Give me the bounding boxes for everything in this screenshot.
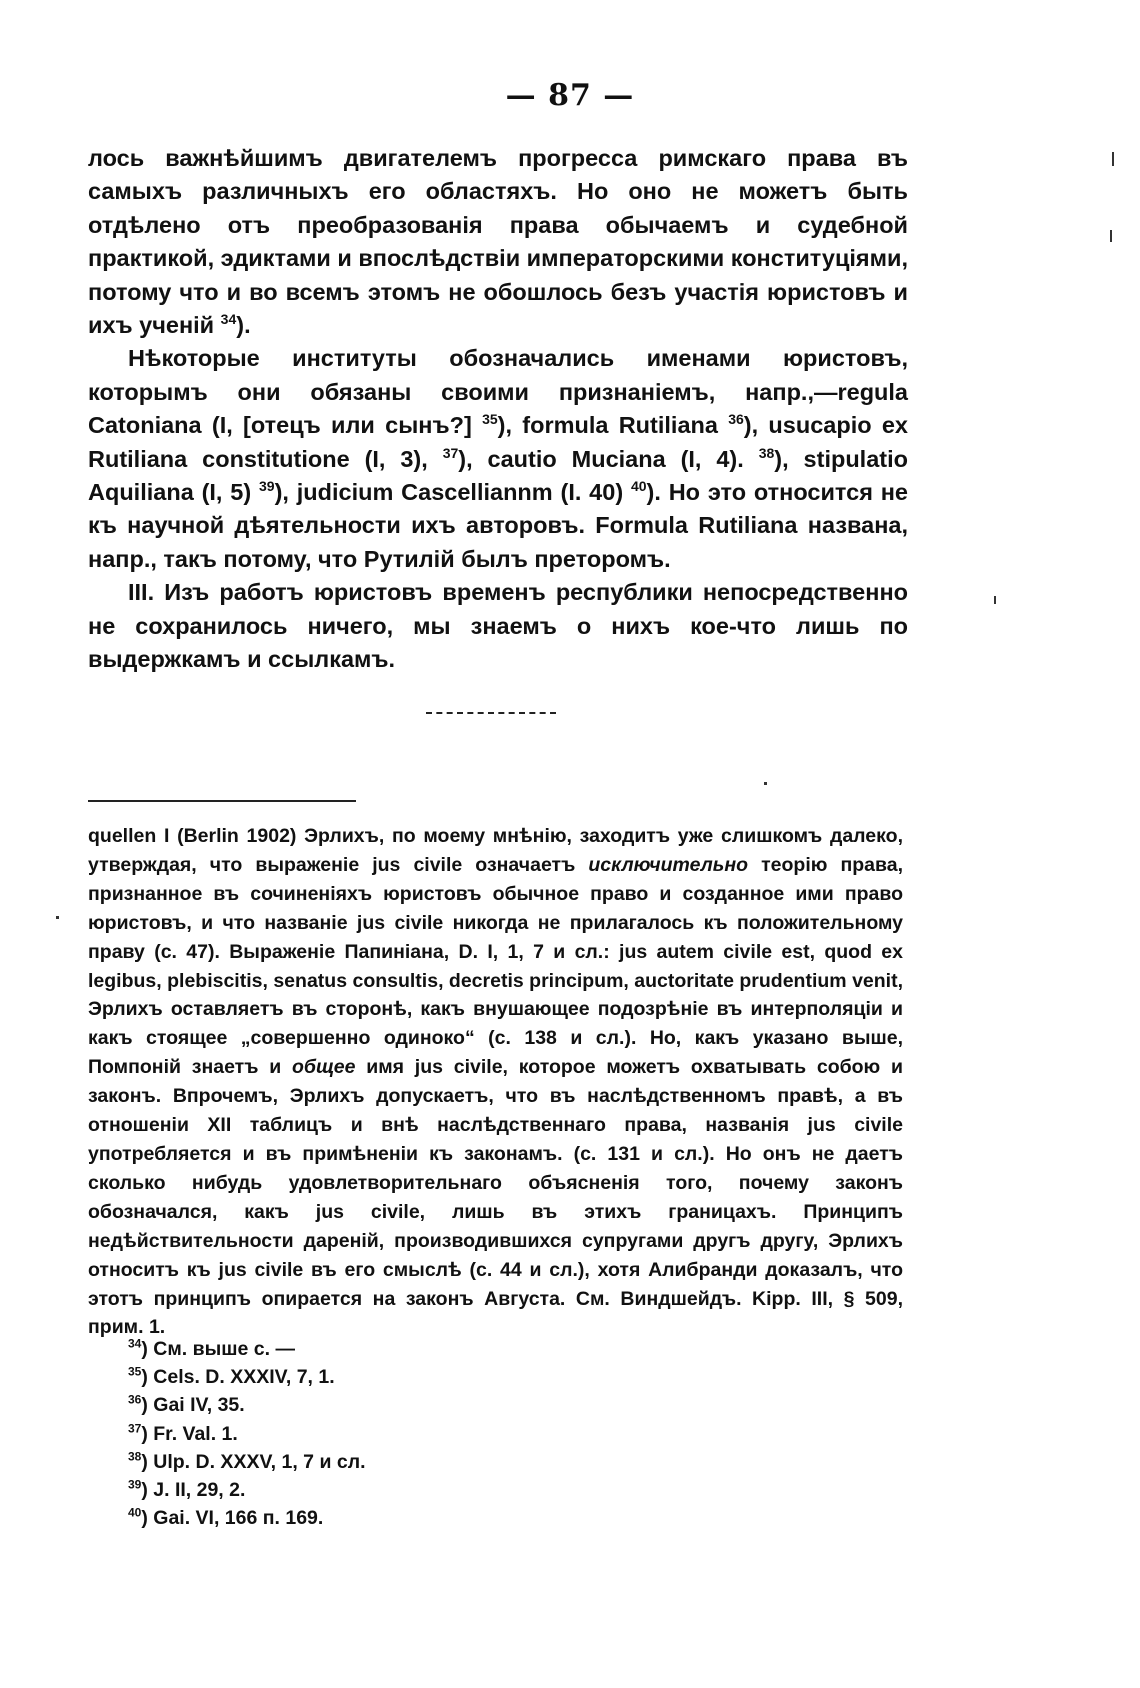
footnote-ref-36[interactable]: 36 — [728, 411, 744, 428]
footnote-34 — [128, 1335, 366, 1363]
footnote-number: 35 — [128, 1364, 142, 1379]
footnote-continuation-text-a: quellen I (Berlin 1902) Эрлихъ, по моему мнѣнію, заходитъ уже слишкомъ далеко, утверждая, что выраженіе jus civile означаетъ — [88, 825, 903, 876]
footnote-continuation-paragraph — [88, 822, 903, 1342]
footnote-ref-35[interactable]: 35 — [482, 411, 498, 428]
footnote-text: ) Gai IV, 35. — [141, 1394, 245, 1417]
footnote-40 — [128, 1504, 366, 1532]
footnote-continuation-text-c: имя jus civile, которое можетъ охватывать собою и законъ. Впрочемъ, Эрлихъ допускаетъ, что въ наслѣдственномъ правѣ, а въ отношеніи XII таблицъ и внѣ наслѣдственнаго права, названія jus civile употребляется и въ примѣненіи къ законамъ. (с. 131 и сл.). Но онъ не даетъ сколько нибудь удовлетворительнаго объясненія того, почему законъ обозначался, какъ jus civile, лишь въ этихъ границахъ. Принципъ недѣйствительности дареній, производившихся супругами другъ другу, Эрлихъ относитъ къ jus civile въ его смыслѣ (с. 44 и сл.), хотя Алибранди доказалъ, что этотъ принципъ опирается на законъ Августа. См. Виндшейдъ. Kipp. III, § 509, прим. 1. — [88, 1056, 903, 1339]
scan-mark — [1112, 152, 1114, 166]
footnote-emphasis-1: исключительно — [588, 853, 749, 876]
footnote-text: ) Gai. VI, 166 п. 169. — [141, 1507, 324, 1530]
page-number: — 87 — — [505, 78, 635, 113]
footnote-ref-37[interactable]: 37 — [442, 444, 459, 461]
footnote-35 — [128, 1363, 366, 1391]
scan-mark — [1110, 230, 1112, 242]
footnote-37 — [128, 1420, 366, 1448]
scan-mark — [56, 916, 59, 919]
footnote-text: ) Ulp. D. XXXV, 1, 7 и сл. — [141, 1450, 366, 1473]
footnote-number: 37 — [128, 1421, 142, 1436]
footnote-continuation — [88, 822, 903, 1342]
paragraph-2-text-c: ), usucapio ex Rutiliana constitutione (I, 3), — [88, 412, 908, 472]
footnote-continuation-text-b: теорію права, признанное въ сочиненіяхъ юристовъ обычное право и созданное ими право юристовъ, и что названіе jus civile никогда не прилагалось къ положительному праву (с. 47). Выраженіе Папиніана, D. I, 1, 7 и сл.: jus autem civile est, quod ex legibus, plebiscitis, senatus consultis, decretis principum, auctoritate prudentium venit, Эрлихъ оставляетъ въ сторонѣ, какъ внушающее подозрѣніе въ интерполяціи и какъ стоящее „совершенно одиноко“ (с. 138 и сл.). Но, какъ указано выше, Помпоній знаетъ и — [88, 853, 903, 1079]
footnote-39 — [128, 1476, 366, 1504]
scan-mark — [994, 596, 996, 604]
main-text — [88, 142, 908, 677]
footnote-emphasis-2: общее — [292, 1056, 356, 1079]
footnote-text: ) J. II, 29, 2. — [141, 1479, 246, 1502]
footnote-number: 38 — [128, 1449, 142, 1464]
paragraph-2 — [88, 342, 908, 576]
footnote-number: 36 — [128, 1392, 142, 1407]
footnote-36 — [128, 1391, 366, 1419]
paragraph-1-end: ). — [236, 312, 251, 339]
paragraph-2-text-g: ). Но это относится не къ научной дѣятельности ихъ авторовъ. Formula Rutiliana названа, напр., такъ потому, что Рутилій былъ преторомъ. — [88, 479, 908, 572]
paragraph-2-text-d: ), cautio Muciana (I, 4). — [458, 445, 759, 472]
paragraph-1-text: лось важнѣйшимъ двигателемъ прогресса римскаго права въ самыхъ различныхъ его областяхъ. Но оно не можетъ быть отдѣлено отъ преобразованія права обычаемъ и судебной практикой, эдиктами и впослѣдствіи императорскими конституціями, потому что и во всемъ этомъ не обошлось безъ участія юристовъ и ихъ ученій — [88, 145, 908, 339]
paragraph-2-text-a: Нѣкоторые институты обозначались именами юристовъ, которымъ они обязаны своими признаніемъ, напр.,—regula Catoniana (I, [отецъ или сынъ?] — [88, 345, 908, 439]
paragraph-2-text-b: ), formula Rutiliana — [497, 412, 729, 439]
footnote-ref-34[interactable]: 34 — [220, 311, 237, 328]
footnote-ref-38[interactable]: 38 — [758, 444, 775, 461]
paragraph-2-text-f: ), judicium Cascelliannm (I. 40) — [274, 479, 631, 506]
footnote-38 — [128, 1448, 366, 1476]
footnote-ref-40[interactable]: 40 — [630, 478, 647, 495]
footnote-text: ) Fr. Val. 1. — [141, 1422, 238, 1445]
footnote-list — [128, 1335, 366, 1532]
footnote-separator — [88, 800, 356, 802]
paragraph-2-text-e: ), stipulatio Aquiliana (I, 5) — [88, 445, 908, 506]
scan-mark — [764, 782, 767, 785]
footnote-number: 34 — [128, 1336, 142, 1351]
paragraph-1 — [88, 142, 908, 342]
footnote-number: 40 — [128, 1505, 142, 1520]
footnote-ref-39[interactable]: 39 — [258, 478, 275, 495]
footnote-text: ) См. выше с. — — [141, 1338, 295, 1360]
footnote-text: ) Cels. D. XXXIV, 7, 1. — [141, 1366, 335, 1389]
footnote-number: 39 — [128, 1477, 142, 1492]
paragraph-3: III. Изъ работъ юристовъ временъ республики непосредственно не сохранилось ничего, мы знаемъ о нихъ кое-что лишь по выдержкамъ и ссылкамъ. — [88, 579, 908, 673]
section-end-divider — [426, 712, 556, 716]
